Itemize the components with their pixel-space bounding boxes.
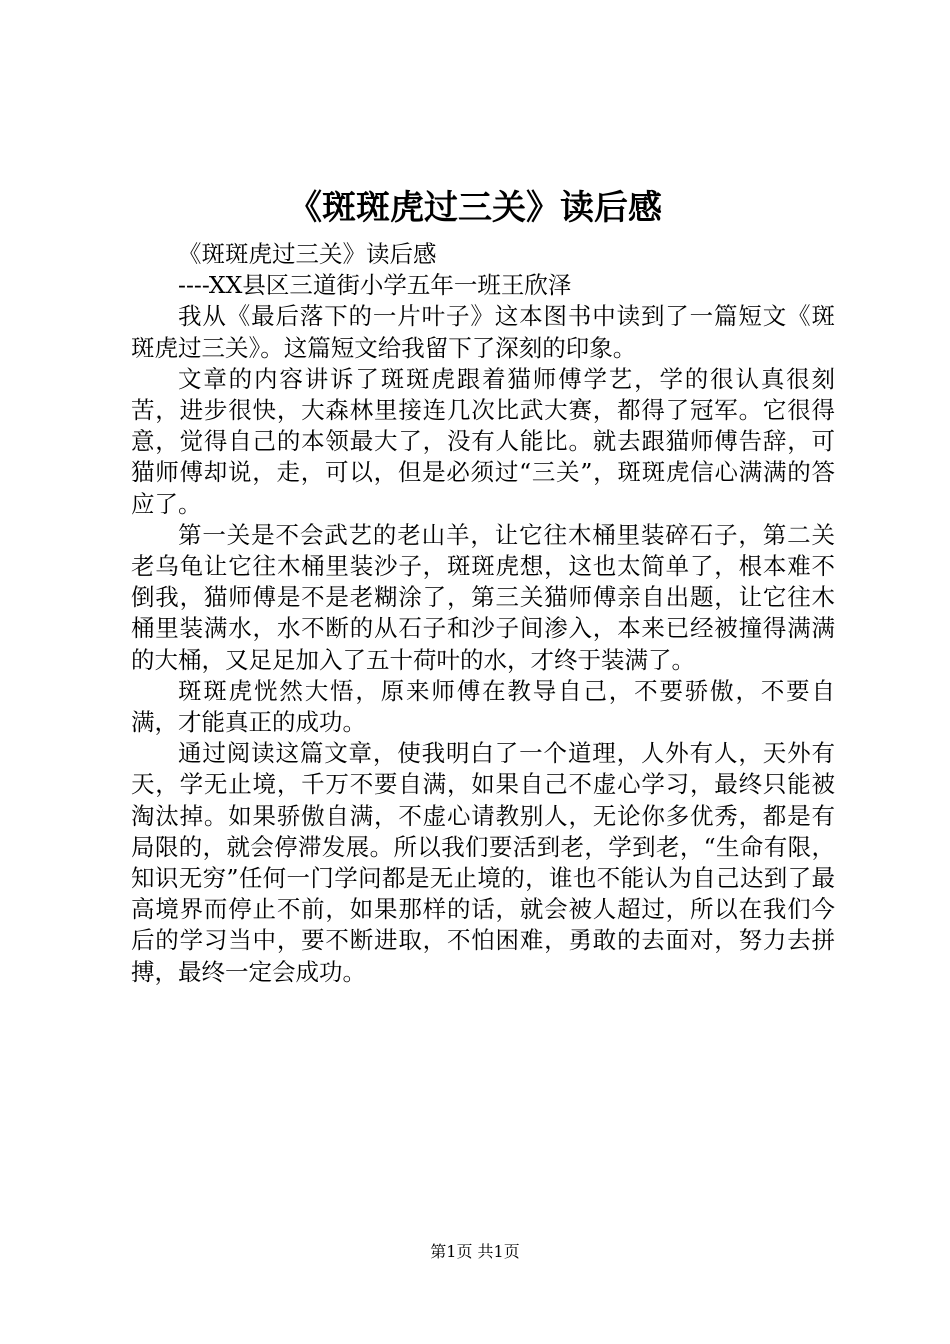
- paragraph: 通过阅读这篇文章，使我明白了一个道理，人外有人，天外有天，学无止境，千万不要自满，如果自己不虚心学习，最终只能被淘汰掉。如果骄傲自满，不虚心请教别人，无论你多优秀，都是有局限的，就会停滞发展。所以我们要活到老，学到老，“生命有限，知识无穷”任何一门学问都是无止境的，谁也不能认为自己达到了最高境界而停止不前，如果那样的话，就会被人超过，所以在我们今后的学习当中，要不断进取，不怕困难，勇敢的去面对，努力去拼搏，最终一定会成功。: [131, 739, 835, 986]
- document-body: [131, 239, 835, 988]
- paragraph: 文章的内容讲诉了斑斑虎跟着猫师傅学艺，学的很认真很刻苦，进步很快，大森林里接连几次比武大赛，都得了冠军。它很得意，觉得自己的本领最大了，没有人能比。就去跟猫师傅告辞，可猫师傅却说，走，可以，但是必须过“三关”，斑斑虎信心满满的答应了。: [131, 364, 835, 518]
- paragraph: 斑斑虎恍然大悟，原来师傅在教导自己，不要骄傲，不要自满，才能真正的成功。: [131, 676, 835, 737]
- paragraph: 第一关是不会武艺的老山羊，让它往木桶里装碎石子，第二关老乌龟让它往木桶里装沙子，斑斑虎想，这也太简单了，根本难不倒我，猫师傅是不是老糊涂了，第三关猫师傅亲自出题，让它往木桶里装满水，水不断的从石子和沙子间渗入，本来已经被撞得满满的大桶，又足足加入了五十荷叶的水，才终于装满了。: [131, 520, 835, 674]
- page-footer: 第1页 共1页: [430, 1242, 520, 1261]
- document-title: 《斑斑虎过三关》读后感: [288, 188, 662, 228]
- paragraph: 我从《最后落下的一片叶子》这本图书中读到了一篇短文《斑斑虎过三关》。这篇短文给我留下了深刻的印象。: [131, 302, 835, 362]
- paragraph-author-line: ----XX县区三道街小学五年一班王欣泽: [178, 271, 572, 300]
- paragraph-subtitle: 《斑斑虎过三关》读后感: [178, 240, 437, 268]
